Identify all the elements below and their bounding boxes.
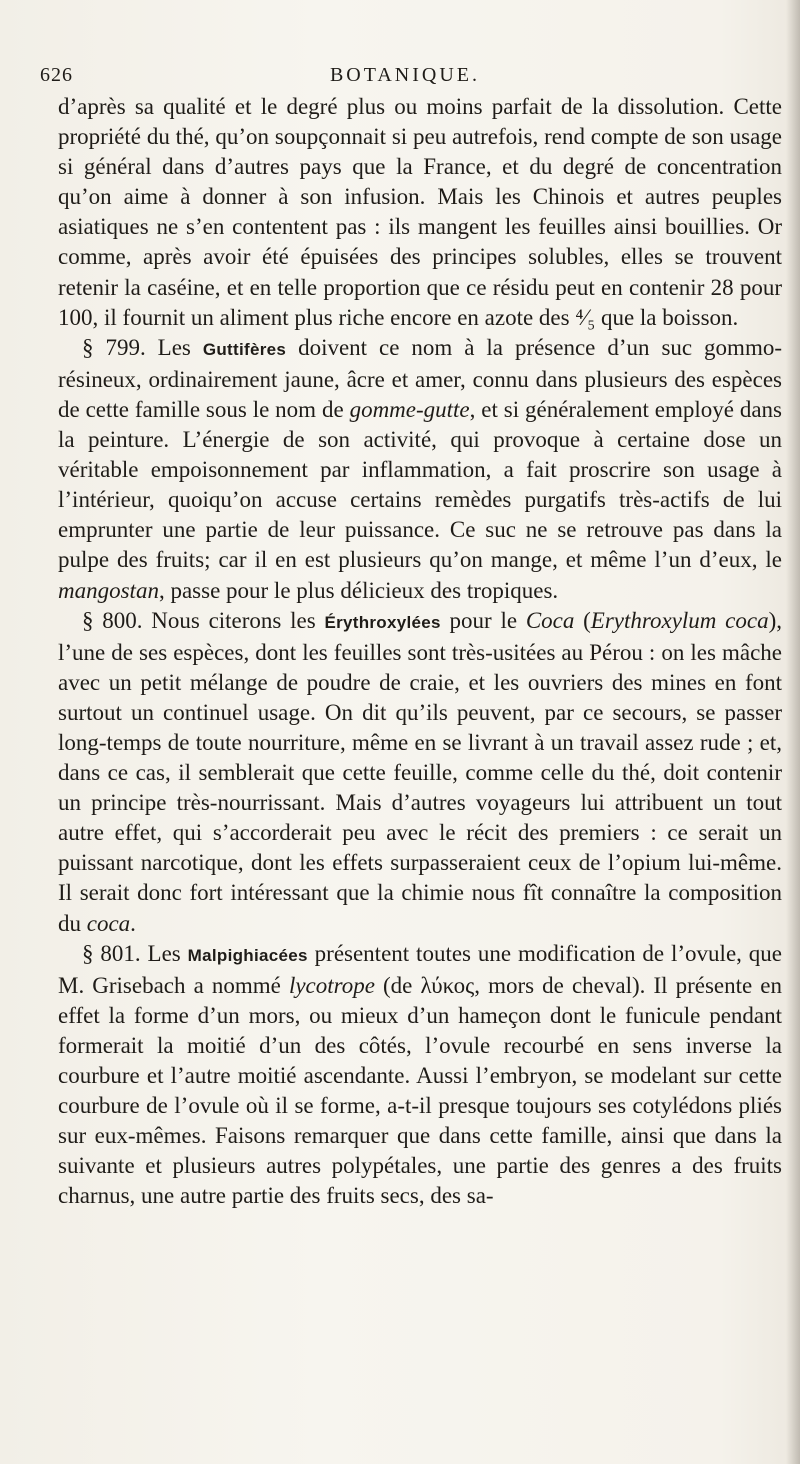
section-799: § 799. Les Guttifères doivent ce nom à la présence d’un suc gommo-résineux, ordinairement jaune, âcre et amer, connu dans plusieurs des espèces de cette famille sous le nom de gomme-gutte, et si généralement employé dans la peinture. L’énergie de son activité, qui provoque à certaine dose un véritable empoisonnement par inflammation, a fait proscrire son usage à l’intérieur, quoiqu’on accuse certains remèdes purgatifs très-actifs de lui emprunter une partie de leur puissance. Ce suc ne se retrouve pas dans la pulpe des fruits; car il en est plusieurs qu’on mange, et même l’un d’eux, le mangostan, passe pour le plus délicieux des tropiques. [58, 334, 782, 603]
term-gomme-gutte: gomme-gutte [349, 396, 470, 422]
family-name-malpighiacees: Malpighiacées [187, 945, 308, 965]
section-800: § 800. Nous citerons les Érythroxylées pour le Coca (Erythroxylum coca), l’une de ses espèces, dont les feuilles sont très-usitées au Pérou : on les mâche avec un petit mélange de poudre de craie, et les ouvriers des mines en font surtout un continuel usage. On dit qu’ils peuvent, par ce secours, se passer long-temps de toute nourriture, même en se livrant à un travail assez rude ; et, dans ce cas, il semblerait que cette feuille, comme celle du thé, doit contenir un principe très-nourrissant. Mais d’autres voyageurs lui attribuent un tout autre effet, qui s’accorderait peu avec le récit des premiers : ce serait un puissant narcotique, dont les effets surpasseraient ceux de l’opium lui-même. Il serait donc fort intéressant que la chimie nous fît connaître la composition du coca. [58, 607, 783, 936]
body-text [58, 92, 782, 1211]
term-mangostan: mangostan [58, 577, 159, 603]
page-header [40, 60, 770, 92]
page-number: 626 [40, 64, 73, 86]
term-coca-lower: coca [86, 910, 131, 936]
term-lycotrope: lycotrope [288, 972, 375, 998]
running-title: BOTANIQUE. [329, 64, 481, 86]
family-name-guttiferes: Guttifères [202, 339, 287, 359]
term-coca: Coca [525, 607, 575, 633]
section-801: § 801. Les Malpighiacées présentent toutes une modification de l’ovule, que M. Grisebach a nommé lycotrope (de λύκος, mors de cheval). Il présente en effet la forme d’un mors, ou mieux d’un hameçon dont le funicule pendant formerait la moitié d’un des côtés, l’ovule recourbé en sens inverse la courbure et l’autre moitié ascendante. Aussi l’embryon, se modelant sur cette courbure de l’ovule où il se forme, a-t-il presque toujours ses cotylédons pliés sur eux-mêmes. Faisons remarquer que dans cette famille, ainsi que dans la suivante et plusieurs autres polypétales, une partie des genres a des fruits charnus, une autre partie des fruits secs, des sa- [58, 940, 782, 1209]
paragraph-continuation: d’après sa qualité et le degré plus ou moins parfait de la dissolution. Cette propriété du thé, qu’on soupçonnait si peu autrefois, rend compte de son usage si général dans d’autres pays que la France, et du degré de concentration qu’on aime à donner à son infusion. Mais les Chinois et autres peuples asiatiques ne s’en contentent pas : ils mangent les feuilles ainsi bouillies. Or comme, après avoir été épuisées des principes solubles, elles se trouvent retenir la caséine, et en telle proportion que ce résidu peut en contenir 28 pour 100, il fournit un aliment plus riche encore en azote des ⁴⁄₅ que la boisson. [58, 94, 782, 330]
term-erythroxylum-coca: Erythroxylum coca [590, 607, 769, 633]
family-name-erythroxylees: Érythroxylées [324, 612, 441, 632]
page-edge-shadow [786, 0, 800, 1464]
